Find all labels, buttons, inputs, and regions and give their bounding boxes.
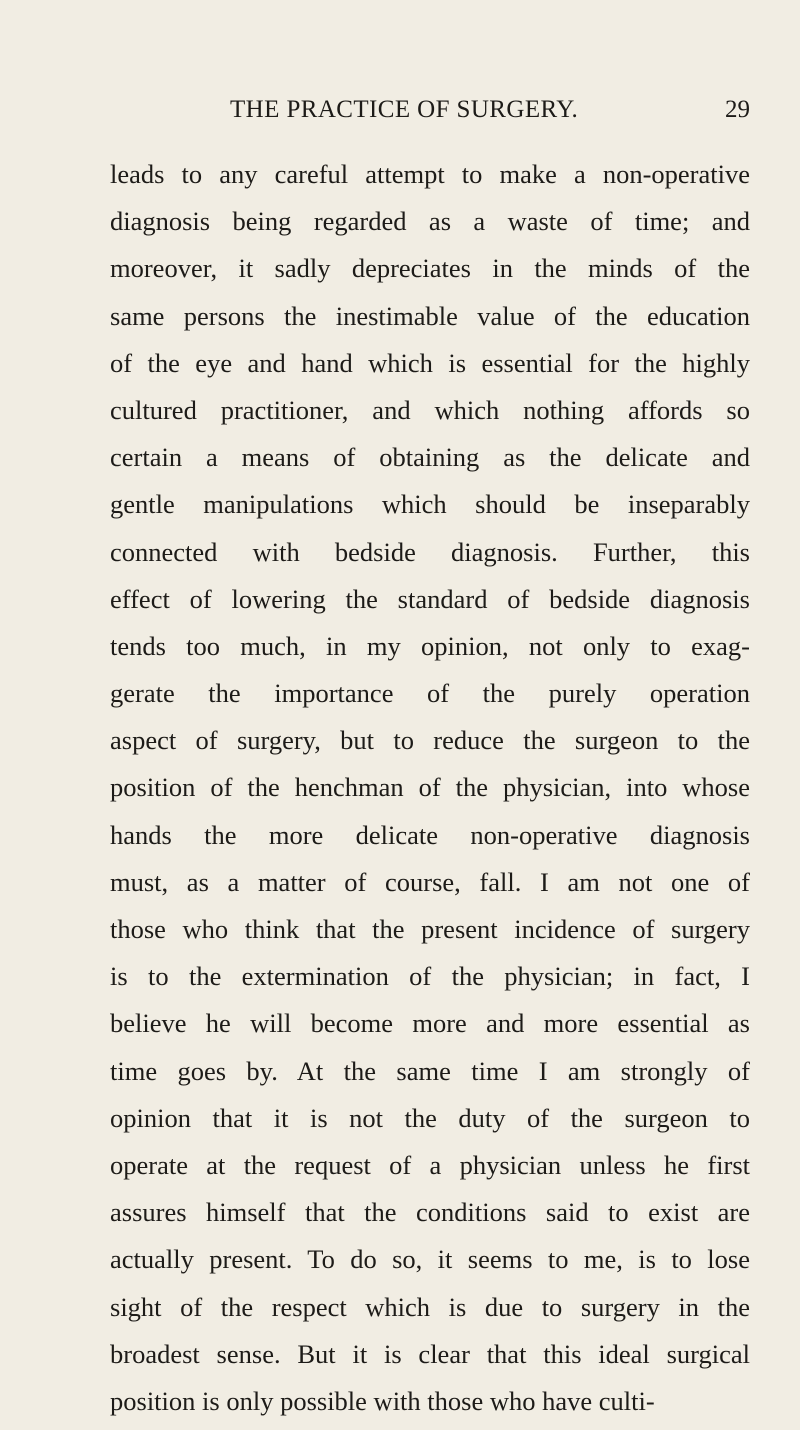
- text-line: sight of the respect which is due to surgery in the: [110, 1291, 750, 1322]
- text-line: broadest sense. But it is clear that this ideal surgical: [110, 1338, 750, 1369]
- page-number: 29: [725, 96, 750, 123]
- text-line: assures himself that the conditions said to exist are: [110, 1197, 750, 1228]
- text-line: those who think that the present incidence of surgery: [110, 914, 750, 944]
- text-line: certain a means of obtaining as the delicate and: [110, 442, 750, 473]
- text-line: gentle manipulations which should be inseparably: [110, 489, 750, 520]
- text-line: connected with bedside diagnosis. Further, this: [110, 536, 750, 567]
- running-title: THE PRACTICE OF SURGERY.: [230, 96, 579, 123]
- text-line: believe he will become more and more essential as: [110, 1008, 750, 1039]
- text-line: effect of lowering the standard of bedside diagnosis: [110, 583, 750, 614]
- text-line: of the eye and hand which is essential for the highly: [110, 347, 750, 378]
- text-line: leads to any careful attempt to make a non-operative: [110, 159, 750, 189]
- text-line: tends too much, in my opinion, not only to exag-: [110, 630, 750, 661]
- text-line: gerate the importance of the purely operation: [110, 678, 750, 709]
- text-line: must, as a matter of course, fall. I am not one of: [110, 866, 750, 897]
- text-line: cultured practitioner, and which nothing affords so: [110, 394, 750, 425]
- running-head: [230, 96, 750, 132]
- text-line: position of the henchman of the physician, into whose: [110, 772, 750, 803]
- text-line: time goes by. At the same time I am strongly of: [110, 1055, 750, 1086]
- text-line: diagnosis being regarded as a waste of time; and: [110, 206, 750, 237]
- text-line: operate at the request of a physician unless he first: [110, 1149, 750, 1180]
- text-line: opinion that it is not the duty of the surgeon to: [110, 1102, 750, 1133]
- text-line: actually present. To do so, it seems to me, is to lose: [110, 1244, 750, 1275]
- body-text: [110, 156, 750, 1430]
- text-line: position is only possible with those who have culti-: [110, 1385, 655, 1416]
- text-line: same persons the inestimable value of the education: [110, 300, 750, 331]
- text-line: moreover, it sadly depreciates in the minds of the: [110, 253, 750, 284]
- text-line: is to the extermination of the physician; in fact, I: [110, 961, 750, 992]
- text-line: aspect of surgery, but to reduce the surgeon to the: [110, 725, 750, 756]
- text-line: hands the more delicate non-operative diagnosis: [110, 819, 750, 850]
